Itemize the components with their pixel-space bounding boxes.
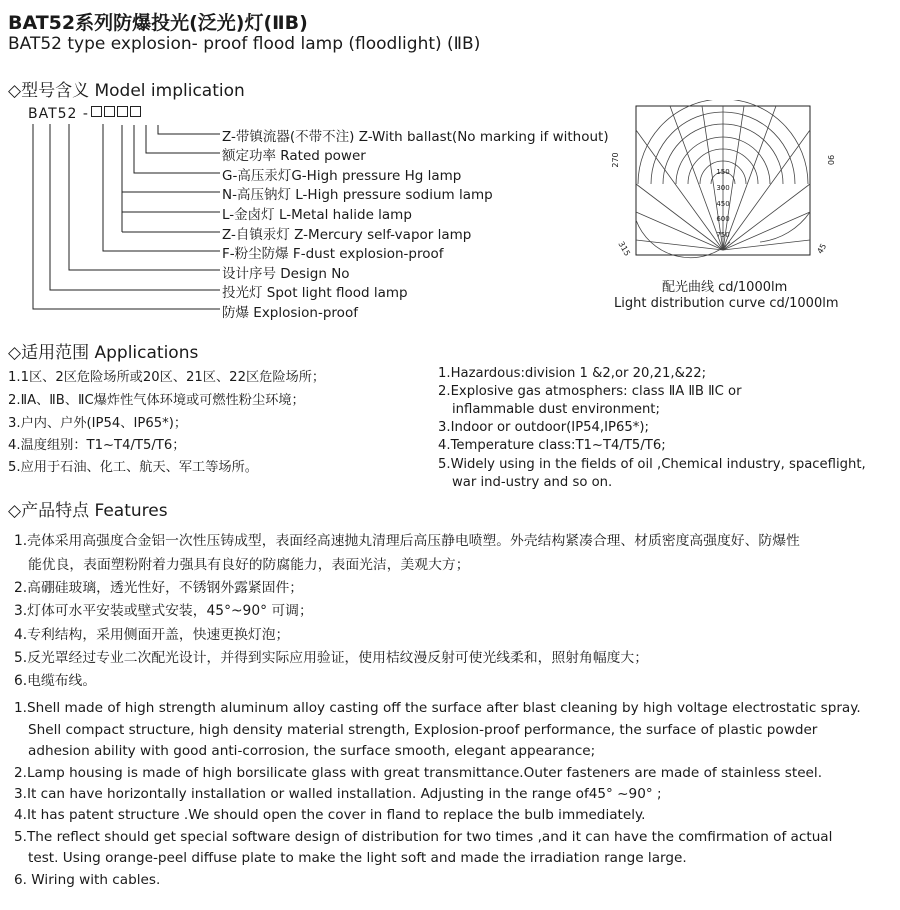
feature-en-3: 3.It can have horizontally installation or walled installation. Adjusting in the range of45° ~90° ;	[14, 786, 662, 802]
feature-cn-1b: 能优良，表面塑粉附着力强具有良好的防腐能力，表面光洁，美观大方；	[28, 557, 470, 573]
model-code-prefix: BAT52 -	[28, 106, 89, 122]
ring-label-600: 600	[716, 215, 730, 223]
ring-label-450: 450	[716, 200, 730, 208]
model-line-design: 设计序号 Design No	[222, 266, 350, 282]
app-en-1: 1.Hazardous:division 1 &2,or 20,21,&22;	[438, 366, 707, 381]
feature-cn-6: 6.电缆布线。	[14, 673, 97, 689]
feature-cn-5: 5.反光罩经过专业二次配光设计，并得到实际应用验证，使用桔纹漫反射可使光线柔和，照射角幅度大；	[14, 650, 649, 666]
model-line-halide: L-金卤灯 L-Metal halide lamp	[222, 207, 412, 223]
feature-en-6: 6. Wiring with cables.	[14, 872, 161, 888]
feature-en-5b: test. Using orange-peel diffuse plate to make the light soft and made the irradiation range large.	[28, 850, 687, 866]
model-line-mercury: Z-自镇汞灯 Z-Mercury self-vapor lamp	[222, 227, 472, 243]
angle-label-90: 90	[826, 154, 835, 166]
app-en-3: 3.Indoor or outdoor(IP54,IP65*);	[438, 420, 649, 435]
app-en-4: 4.Temperature class:T1~T4/T5/T6;	[438, 438, 666, 453]
app-cn-2: 2.ⅡA、ⅡB、ⅡC爆炸性气体环境或可燃性粉尘环境；	[8, 393, 305, 408]
ring-label-750: 750	[716, 231, 730, 239]
feature-en-1: 1.Shell made of high strength aluminum alloy casting off the surface after blast cleaning by high voltage electrostatic spray.	[14, 700, 861, 716]
applications-heading: ◇适用范围 Applications	[8, 343, 199, 363]
feature-cn-1: 1.壳体采用高强度合金铝一次性压铸成型，表面经高速抛丸清理后高压静电喷塑。外壳结构紧凑合理、材质密度高强度好、防爆性	[14, 533, 800, 549]
model-line-spotlight: 投光灯 Spot light flood lamp	[222, 285, 408, 301]
app-en-2: 2.Explosive gas atmosphers: class ⅡA ⅡB ⅡC or	[438, 384, 742, 399]
light-distribution-curve	[610, 100, 840, 272]
curve-caption-en: Light distribution curve cd/1000lm	[614, 296, 839, 311]
model-line-explosion: 防爆 Explosion-proof	[222, 305, 358, 321]
curve-caption-cn: 配光曲线 cd/1000lm	[662, 280, 788, 295]
feature-cn-4: 4.专利结构，采用侧面开盖，快速更换灯泡；	[14, 627, 290, 643]
model-line-ballast: Z-带镇流器(不带不注) Z-With ballast(No marking if without)	[222, 129, 609, 145]
ring-label-150: 150	[716, 168, 730, 176]
feature-cn-3: 3.灯体可水平安装或壁式安装，45°~90° 可调；	[14, 603, 313, 619]
ring-label-300: 300	[716, 184, 730, 192]
angle-label-45: 45	[815, 242, 829, 256]
page-subtitle: BAT52 type explosion- proof flood lamp (floodlight) (ⅡB)	[8, 34, 481, 54]
feature-cn-2: 2.高硼硅玻璃，透光性好，不锈钢外露紧固件；	[14, 580, 304, 596]
app-cn-4: 4.温度组别：T1~T4/T5/T6；	[8, 438, 186, 453]
angle-label-315: 315	[616, 239, 632, 258]
app-en-2b: inflammable dust environment;	[452, 402, 660, 417]
feature-en-1c: adhesion ability with good anti-corrosion, the surface smooth, elegant appearance;	[28, 743, 596, 759]
model-line-dust: F-粉尘防爆 F-dust explosion-proof	[222, 246, 444, 262]
app-cn-3: 3.户内、户外(IP54、IP65*)；	[8, 416, 188, 431]
page-title: BAT52系列防爆投光(泛光)灯(ⅡB)	[8, 12, 308, 34]
model-heading: ◇型号含义 Model implication	[8, 81, 245, 101]
feature-en-2: 2.Lamp housing is made of high borsilicate glass with great transmittance.Outer fasteners are made of stainless steel.	[14, 765, 823, 781]
model-connector-lines	[0, 0, 240, 330]
feature-en-1b: Shell compact structure, high density material strength, Explosion-proof performance, the surface of plastic powder	[28, 722, 818, 738]
features-heading: ◇产品特点 Features	[8, 501, 168, 521]
app-en-5b: war ind-ustry and so on.	[452, 475, 613, 490]
app-cn-5: 5.应用于石油、化工、航天、军工等场所。	[8, 460, 258, 475]
model-line-hg: G-高压汞灯G-High pressure Hg lamp	[222, 168, 462, 184]
feature-en-4: 4.It has patent structure .We should open the cover in fland to replace the bulb immediately.	[14, 807, 646, 823]
feature-en-5: 5.The reflect should get special software design of distribution for two times ,and it can have the comfirmation of actual	[14, 829, 833, 845]
model-line-power: 额定功率 Rated power	[222, 148, 366, 164]
app-en-5: 5.Widely using in the fields of oil ,Chemical industry, spaceflight,	[438, 457, 866, 472]
app-cn-1: 1.1区、2区危险场所或20区、21区、22区危险场所；	[8, 370, 326, 385]
model-line-sodium: N-高压钠灯 L-High pressure sodium lamp	[222, 187, 493, 203]
angle-label-270: 270	[611, 152, 620, 168]
